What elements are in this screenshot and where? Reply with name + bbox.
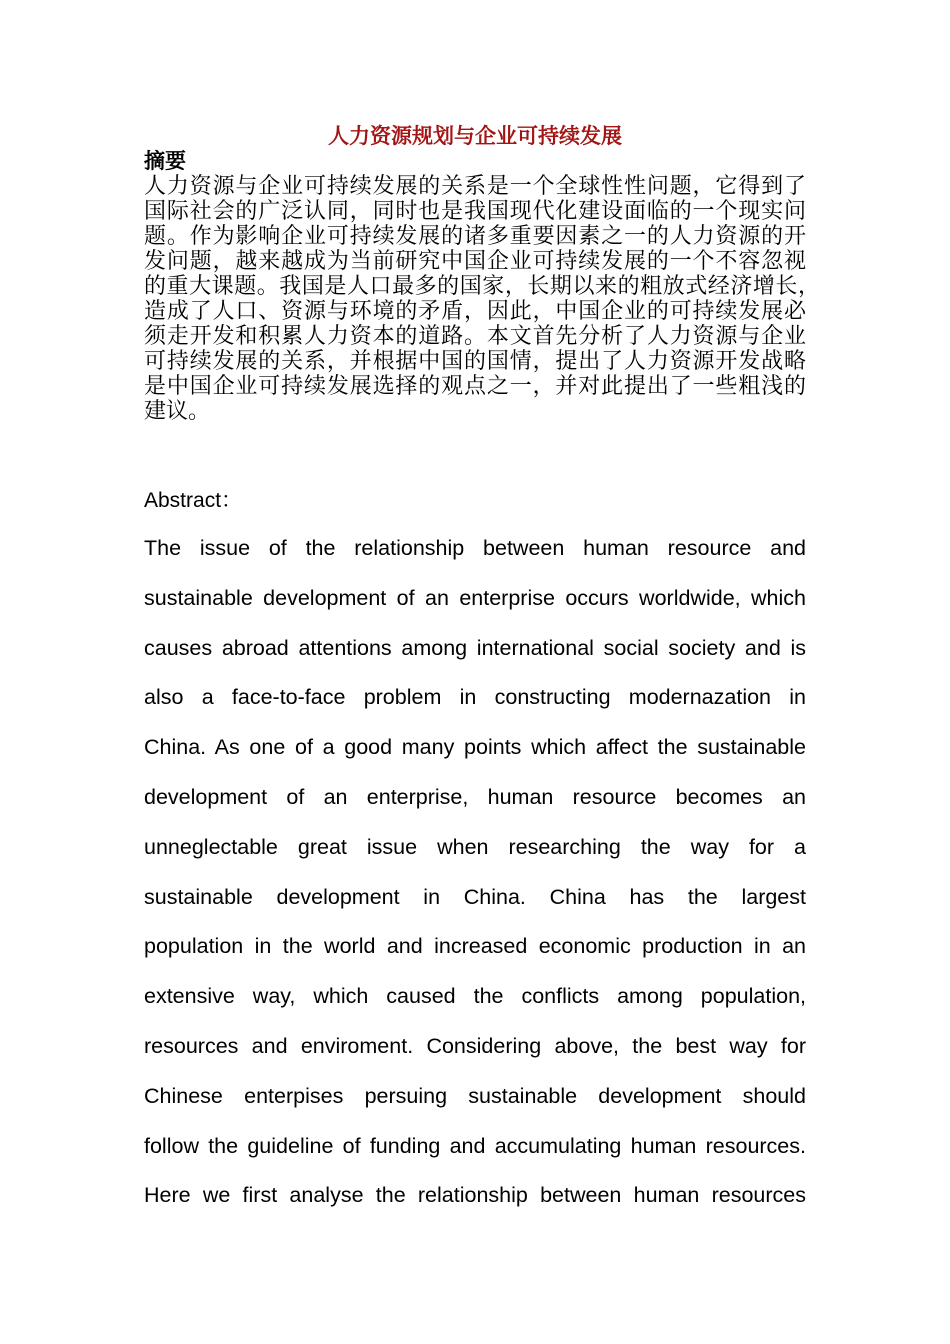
text-line: 题。作为影响企业可持续发展的诸多重要因素之一的人力资源的开 [144,224,806,249]
text-line: development of an enterprise, human resource becomes an [144,784,806,809]
chinese-abstract-heading: 摘要 [144,149,186,173]
text-line: sustainable development in China. China has the largest [144,884,806,909]
text-line: population in the world and increased economic production in an [144,934,806,959]
document-title: 人力资源规划与企业可持续发展 [328,124,622,148]
text-line: China. As one of a good many points which affect the sustainable [144,735,806,760]
text-line: 须走开发和积累人力资本的道路。本文首先分析了人力资源与企业 [144,324,806,349]
text-line: 人力资源与企业可持续发展的关系是一个全球性性问题，它得到了 [144,174,806,199]
text-line: 的重大课题。我国是人口最多的国家，长期以来的粗放式经济增长， [144,274,820,299]
chinese-abstract-body [144,174,820,424]
english-abstract-heading: Abstract： [144,489,243,512]
text-line: causes abroad attentions among international social society and is [144,635,806,660]
text-line: 发问题，越来越成为当前研究中国企业可持续发展的一个不容忽视 [144,249,806,274]
text-line: unneglectable great issue when researching the way for a [144,834,806,859]
text-line: sustainable development of an enterprise occurs worldwide, which [144,585,806,610]
text-line: 是中国企业可持续发展选择的观点之一，并对此提出了一些粗浅的 [144,374,806,399]
text-line: Chinese enterpises persuing sustainable development should [144,1083,806,1108]
text-line: Here we first analyse the relationship between human resources [144,1183,806,1208]
english-abstract-body [144,533,806,1230]
text-line: extensive way, which caused the conflicts among population, [144,984,806,1009]
text-line: 可持续发展的关系，并根据中国的国情，提出了人力资源开发战略 [144,349,806,374]
text-line: 建议。 [144,399,211,424]
text-line: The issue of the relationship between human resource and [144,536,806,560]
text-line: resources and enviroment. Considering above, the best way for [144,1033,806,1058]
text-line: 国际社会的广泛认同，同时也是我国现代化建设面临的一个现实问 [144,199,806,224]
text-line: also a face-to-face problem in constructing modernazation in [144,685,806,710]
text-line: follow the guideline of funding and accumulating human resources. [144,1133,806,1158]
text-line: 造成了人口、资源与环境的矛盾，因此，中国企业的可持续发展必 [144,299,806,324]
